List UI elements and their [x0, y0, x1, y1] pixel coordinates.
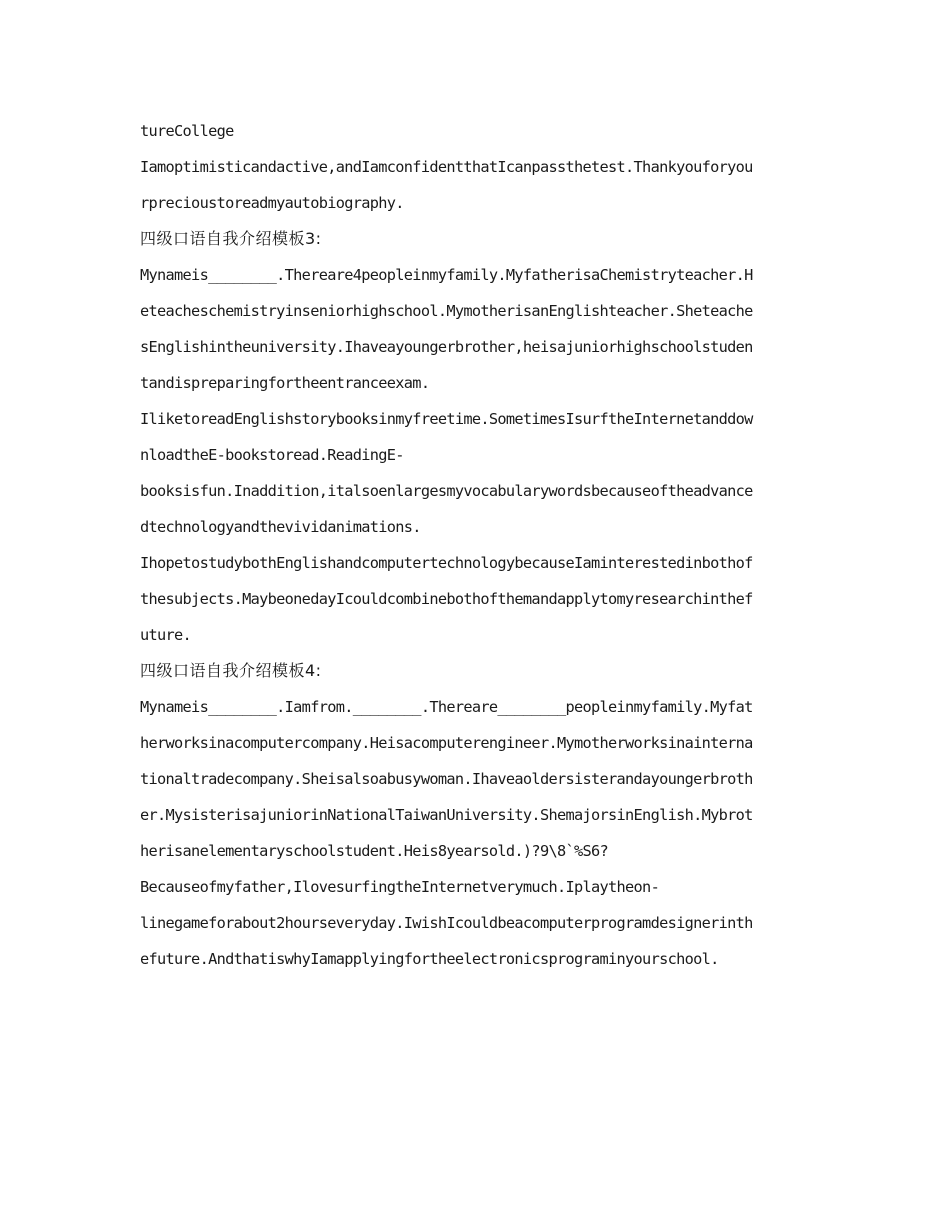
text-line: IhopetostudybothEnglishandcomputertechnologybecauseIaminterestedinbothof: [140, 554, 753, 572]
text-line: thesubjects.MaybeonedayIcouldcombinebothofthemandapplytomyresearchinthef: [140, 590, 753, 608]
text-line: uture.: [140, 626, 192, 644]
text-line: herworksinacomputercompany.Heisacomputerengineer.Mymotherworksinainterna: [140, 734, 753, 752]
text-line: er.MysisterisajuniorinNationalTaiwanUniversity.ShemajorsinEnglish.Mybrot: [140, 806, 753, 824]
text-line: dtechnologyandthevividanimations.: [140, 518, 421, 536]
text-line: sEnglishintheuniversity.Ihaveayoungerbrother,heisajuniorhighschoolstuden: [140, 338, 753, 356]
text-line: linegameforabout2hourseveryday.IwishIcouldbeacomputerprogramdesignerinth: [140, 914, 753, 932]
text-line: booksisfun.Inaddition,italsoenlargesmyvocabularywordsbecauseoftheadvance: [140, 482, 753, 500]
text-line: eteacheschemistryinseniorhighschool.MymotherisanEnglishteacher.Sheteache: [140, 302, 753, 320]
text-line: tureCollege: [140, 122, 234, 140]
section-heading: 四级口语自我介绍模板3:: [140, 229, 322, 248]
text-line: Mynameis________.Thereare4peopleinmyfamily.MyfatherisaChemistryteacher.H: [140, 266, 753, 284]
text-line: IliketoreadEnglishstorybooksinmyfreetime.SometimesIsurftheInternetanddow: [140, 410, 753, 428]
text-line: efuture.AndthatiswhyIamapplyingfortheelectronicsprograminyourschool.: [140, 950, 719, 968]
text-line: rprecioustoreadmyautobiography.: [140, 194, 404, 212]
text-line: tandispreparingfortheentranceexam.: [140, 374, 430, 392]
text-line: tionaltradecompany.Sheisalsoabusywoman.Ihaveaoldersisterandayoungerbroth: [140, 770, 753, 788]
text-line: nloadtheE-bookstoread.ReadingE-: [140, 446, 404, 464]
text-line: Iamoptimisticandactive,andIamconfidentthatIcanpassthetest.Thankyouforyou: [140, 158, 753, 176]
text-line: Becauseofmyfather,IlovesurfingtheInternetverymuch.Iplaytheon-: [140, 878, 660, 896]
text-line: herisanelementaryschoolstudent.Heis8yearsold.)?9\8`%S6?: [140, 842, 609, 860]
section-heading: 四级口语自我介绍模板4:: [140, 661, 322, 680]
document-body: [140, 113, 812, 977]
text-line: Mynameis________.Iamfrom.________.Thereare________peopleinmyfamily.Myfat: [140, 698, 753, 716]
